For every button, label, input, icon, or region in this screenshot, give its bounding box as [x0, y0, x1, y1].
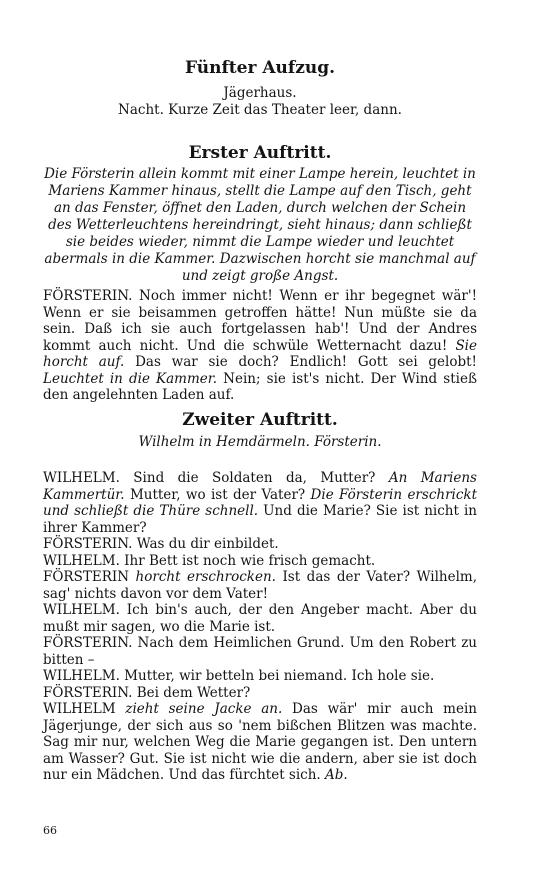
stage-direction: Sie horcht auf.: [43, 337, 477, 370]
scene-2-cast: Wilhelm in Hemdärmeln. Försterin.: [138, 434, 382, 450]
stage-direction: Leuchtet in die Kammer.: [43, 370, 218, 387]
dialogue-line: FÖRSTERIN. Nach dem Heimlichen Grund. Um den Robert zu bitten –: [43, 635, 477, 668]
speaker: WILHELM: [43, 701, 126, 717]
dialogue-line: [43, 701, 477, 784]
dialogue-line: [43, 569, 477, 602]
speech-text: FÖRSTERIN. Noch immer nicht! Wenn er ihr begegnet wär'! Wenn er sie beisammen getroffen hätte! Nun müßte sie da sein. Daß ich sie auch fortgelassen hab'! Und der Andres kommt auch nicht. Und die schwüle Wetternacht dazu!: [43, 288, 477, 354]
speaker: FÖRSTERIN: [43, 569, 136, 585]
dialogue-line: FÖRSTERIN. Was du dir einbildet.: [43, 536, 279, 552]
speech-text: WILHELM. Sind die Soldaten da, Mutter?: [43, 470, 389, 486]
speech-text: Ist das der Vater? Wilhelm, sag' nichts davon vor dem Vater!: [43, 569, 477, 602]
speech-text: Das wär' mir auch mein Jägerjunge, der sich aus so 'nem bißchen Blitzen was machte. Sag mir nur, welchen Weg die Marie gegangen ist. Den untern am Wasser? Gut. Sie ist nicht wie die andern, aber sie ist doch nur ein Mädchen. Und das fürchtet sich.: [43, 701, 477, 783]
page-number: 66: [43, 824, 57, 837]
setting-line-2: Nacht. Kurze Zeit das Theater leer, dann.: [118, 101, 402, 118]
speech-text: Und die Marie? Sie ist nicht in ihrer Kammer?: [43, 503, 477, 536]
scene-1-stage-direction: Die Försterin allein kommt mit einer Lampe herein, leuchtet in Mariens Kammer hinaus, stellt die Lampe auf den Tisch, geht an das Fenster, öffnet den Laden, durch welchen der Schein des Wetterleuchtens hereindringt, sieht hinaus; dann schließt sie beides wieder, nimmt die Lampe wieder und leuchtet abermals in die Kammer. Dazwischen horcht sie manchmal auf und zeigt große Angst.: [44, 166, 476, 284]
foersterin-monologue: [43, 288, 477, 404]
act-heading: Fünfter Aufzug.: [184, 58, 336, 78]
stage-direction: Die Försterin erschrickt und schließt die Thüre schnell.: [43, 486, 478, 519]
speech-text: Nein; sie ist's nicht. Der Wind stieß den angelehnten Laden auf.: [43, 370, 477, 403]
setting-line-1: Jägerhaus.: [223, 85, 297, 101]
speech-text: Das war sie doch? Endlich! Gott sei gelobt!: [124, 354, 477, 370]
speech-text: Mutter, wo ist der Vater?: [124, 486, 311, 503]
scene-1-dialogue: [43, 288, 477, 404]
dialogue-line: [43, 470, 477, 536]
stage-direction: Ab.: [325, 767, 348, 783]
dialogue-line: WILHELM. Ich bin's auch, der den Angeber macht. Aber du mußt mir sagen, wo die Marie ist.: [43, 602, 477, 635]
dialogue-line: FÖRSTERIN. Bei dem Wetter?: [43, 684, 251, 701]
act-setting: [43, 85, 477, 118]
stage-direction: horcht erschrocken.: [135, 569, 276, 585]
stage-direction: An Mariens Kammertür.: [43, 470, 477, 503]
scene-1-heading: Erster Auftritt.: [188, 143, 332, 163]
dialogue-line: WILHELM. Ihr Bett ist noch wie frisch gemacht.: [43, 552, 376, 569]
scene-2-heading: Zweiter Auftritt.: [182, 410, 338, 430]
stage-direction: zieht seine Jacke an.: [125, 701, 283, 717]
dialogue-line: WILHELM. Mutter, wir betteln bei niemand. Ich hole sie.: [43, 668, 435, 684]
scene-2-dialogue: [43, 470, 477, 784]
